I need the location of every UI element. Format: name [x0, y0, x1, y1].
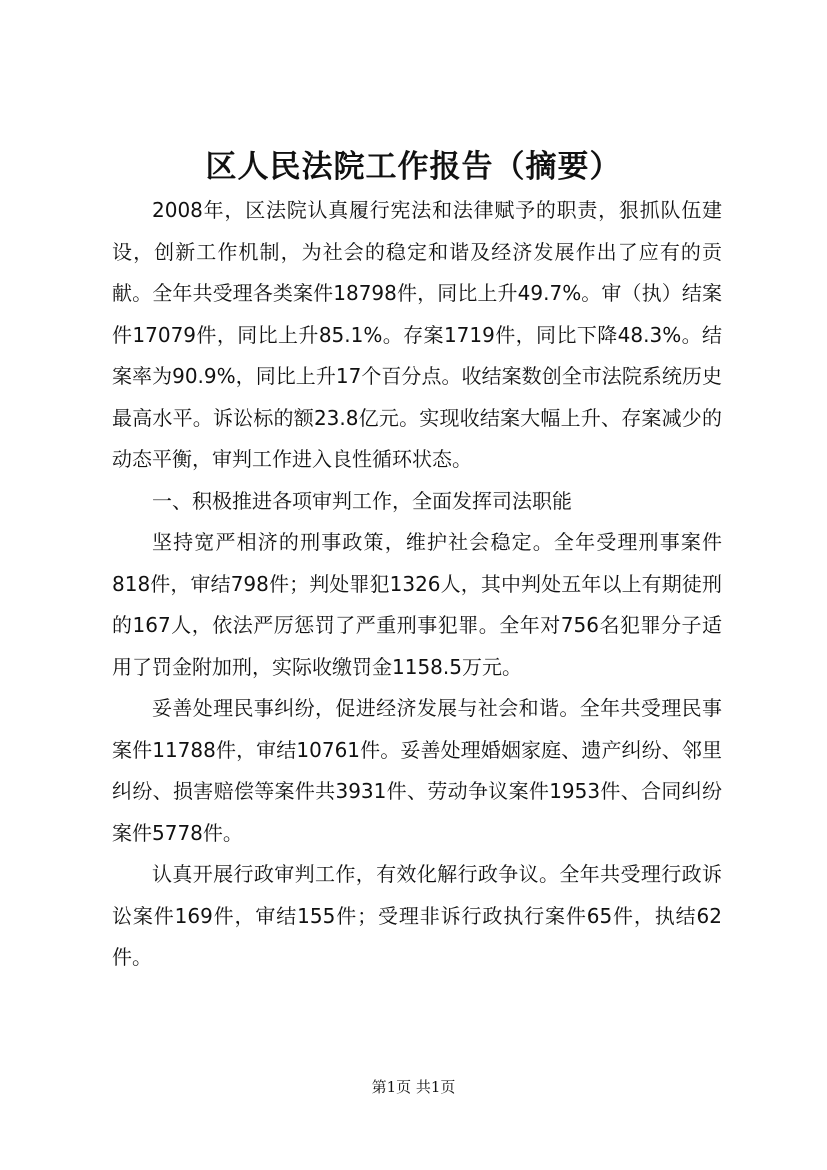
paragraph-administrative: 认真开展行政审判工作，有效化解行政争议。全年共受理行政诉讼案件169件，审结155件；受理非诉行政执行案件65件，执结62件。: [112, 862, 722, 969]
paragraph-intro: 2008年，区法院认真履行宪法和法律赋予的职责，狠抓队伍建设，创新工作机制，为社会的稳定和谐及经济发展作出了应有的贡献。全年共受理各类案件18798件，同比上升49.7%。审（执）结案件17079件，同比上升85.1%。存案1719件，同比下降48.3%。结案率为90.9%，同比上升17个百分点。收结案数创全市法院系统历史最高水平。诉讼标的额23.8亿元。实现收结案大幅上升、存案减少的动态平衡，审判工作进入良性循环状态。: [112, 198, 722, 471]
page-number-label: 第1页 共1页: [371, 1078, 456, 1096]
page-footer: [0, 1077, 827, 1097]
section-heading: 一、积极推进各项审判工作，全面发挥司法职能: [152, 488, 572, 513]
document-title: 区人民法院工作报告（摘要）: [205, 149, 622, 185]
paragraph-civil: 妥善处理民事纠纷，促进经济发展与社会和谐。全年共受理民事案件11788件，审结10761件。妥善处理婚姻家庭、遗产纠纷、邻里纠纷、损害赔偿等案件共3931件、劳动争议案件1953件、合同纠纷案件5778件。: [112, 696, 722, 845]
document-body: [112, 190, 722, 979]
paragraph-criminal: 坚持宽严相济的刑事政策，维护社会稳定。全年受理刑事案件818件，审结798件；判处罪犯1326人，其中判处五年以上有期徒刑的167人，依法严厉惩罚了严重刑事犯罪。全年对756名犯罪分子适用了罚金附加刑，实际收缴罚金1158.5万元。: [112, 530, 722, 679]
